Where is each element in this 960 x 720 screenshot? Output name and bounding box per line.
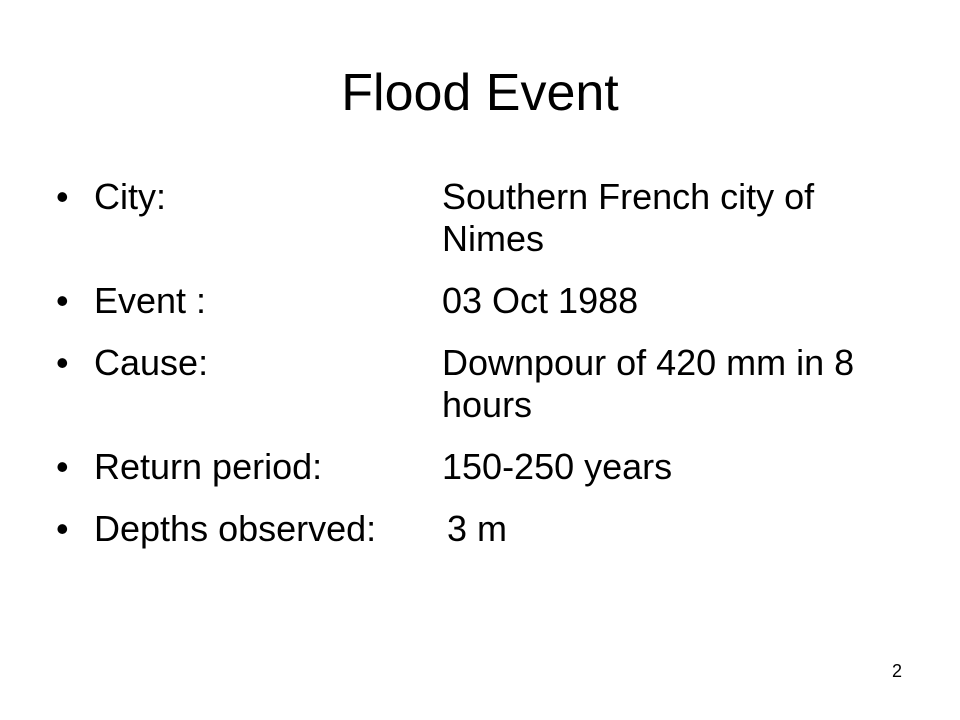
bullet-value: 03 Oct 1988: [442, 280, 639, 321]
bullet-list: [56, 176, 916, 570]
bullet-item-return-period: [56, 446, 916, 488]
bullet-item-city: [56, 176, 916, 260]
bullet-label: City:: [94, 176, 166, 217]
bullet-icon: •: [56, 508, 69, 549]
slide-title: Flood Event: [341, 64, 619, 122]
bullet-label: Event :: [94, 280, 207, 321]
bullet-item-depths-observed: [56, 508, 916, 550]
bullet-value: 3 m: [447, 508, 508, 549]
bullet-label: Cause:: [94, 342, 209, 383]
bullet-icon: •: [56, 446, 69, 487]
bullet-label: Depths observed:: [94, 508, 377, 549]
bullet-value: Southern French city of Nimes: [442, 176, 815, 259]
bullet-value: Downpour of 420 mm in 8 hours: [442, 342, 855, 425]
bullet-value: 150-250 years: [442, 446, 673, 487]
bullet-item-cause: [56, 342, 916, 426]
bullet-icon: •: [56, 176, 69, 217]
bullet-icon: •: [56, 280, 69, 321]
bullet-icon: •: [56, 342, 69, 383]
bullet-label: Return period:: [94, 446, 323, 487]
bullet-item-event: [56, 280, 916, 322]
page-number: 2: [891, 661, 902, 681]
